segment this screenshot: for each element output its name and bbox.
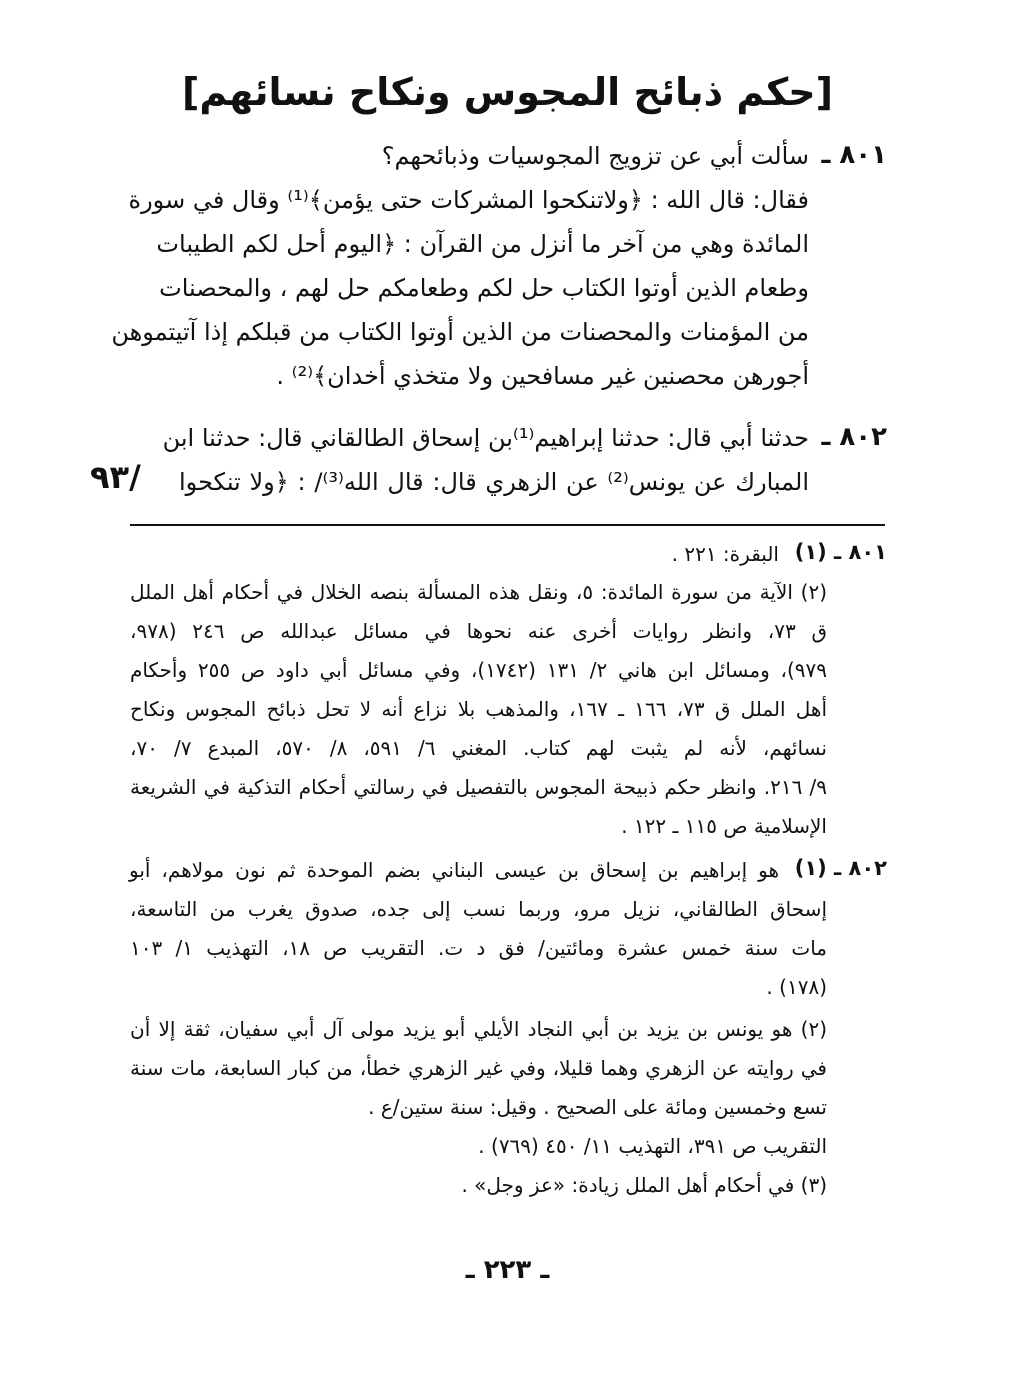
footnote-line: في روايته عن الزهري وهما قليلا، وفي غير الزهري خطأ، من كبار السابعة، مات سنة — [130, 1056, 827, 1080]
footnote-line: هو إبراهيم بن إسحاق بن عيسى البناني بضم الموحدة ثم نون مولاهم، أبو — [129, 858, 779, 882]
footnote-line: تسع وخمسين ومائة على الصحيح . وقيل: سنة ستين/ع . — [368, 1095, 827, 1119]
footnote-line: (١٧٨) . — [766, 975, 827, 999]
footnote-line: ق ٧٣، وانظر روايات أخرى عنه نحوها في مسائل عبدالله ص ٢٤٦ (٩٧٨، — [130, 619, 827, 643]
text-line: سألت أبي عن تزويج المجوسيات وذبائحهم؟ — [381, 142, 809, 170]
footnote-head-801: ٨٠١ ـ (١) — [794, 540, 887, 564]
footnote-head-802: ٨٠٢ ـ (١) — [794, 856, 887, 880]
text-line: وطعام الذين أوتوا الكتاب حل لكم وطعامكم حل لهم ، والمحصنات — [159, 274, 809, 302]
footnote-line: الإسلامية ص ١١٥ ـ ١٢٢ . — [621, 814, 827, 838]
footnote-separator — [130, 524, 885, 526]
section-number-802: ٨٠٢ ـ — [821, 422, 887, 452]
footnote-line: (٢) هو يونس بن يزيد بن أبي النجاد الأيلي أبو يزيد مولى آل أبي سفيان، ثقة إلا أن — [130, 1017, 827, 1041]
text-line: المائدة وهي من آخر ما أنزل من القرآن : ﴿اليوم أحل لكم الطيبات — [156, 230, 809, 258]
marginal-page-marker: ٩٣/ — [90, 458, 141, 496]
page-title: [حكم ذبائح المجوس ونكاح نسائهم] — [181, 70, 834, 114]
text-line: من المؤمنات والمحصنات من الذين أوتوا الكتاب من قبلكم إذا آتيتموهن — [111, 318, 809, 346]
footnote-line: أهل الملل ق ٧٣، ١٦٦ ـ ١٦٧، والمذهب بلا نزاع أنه لا تحل ذبائح المجوس ونكاح — [130, 697, 828, 721]
page-number: ـ ٢٢٣ ـ — [465, 1255, 550, 1285]
footnote-line: التقريب ص ٣٩١، التهذيب ١١/ ٤٥٠ (٧٦٩) . — [478, 1134, 827, 1158]
text-line: فقال: قال الله : ﴿ولاتنكحوا المشركات حتى يؤمن﴾⁽¹⁾ وقال في سورة — [128, 186, 809, 214]
footnote-line: ٩٧٩)، ومسائل ابن هاني ٢/ ١٣١ (١٧٤٢)، وفي مسائل أبي داود ص ٢٥٥ وأحكام — [130, 658, 827, 682]
section-number-801: ٨٠١ ـ — [821, 140, 887, 170]
footnote-line: مات سنة خمس عشرة ومائتين/ فق د ت. التقريب ص ١٨، التهذيب ١/ ١٠٣ — [130, 936, 827, 960]
footnote-line: البقرة: ٢٢١ . — [671, 542, 779, 566]
footnote-line: نسائهم، لأنه لم يثبت لهم كتاب. المغني ٦/ ٥٩١، ٨/ ٥٧٠، المبدع ٧/ ٧٠، — [130, 736, 827, 760]
footnote-line: (٣) في أحكام أهل الملل زيادة: «عز وجل» . — [461, 1173, 827, 1197]
footnote-line: (٢) الآية من سورة المائدة: ٥، ونقل هذه المسألة بنصه الخلال في أحكام أهل الملل — [130, 580, 827, 604]
footnote-line: ٩/ ٢١٦. وانظر حكم ذبيحة المجوس بالتفصيل في رسالتي أحكام التذكية في الشريعة — [130, 775, 827, 799]
text-line: أجورهن محصنين غير مسافحين ولا متخذي أخدان﴾⁽²⁾ . — [276, 362, 809, 390]
text-line: حدثنا أبي قال: حدثنا إبراهيم⁽¹⁾بن إسحاق الطالقاني قال: حدثنا ابن — [162, 424, 809, 452]
footnote-line: إسحاق الطالقاني، نزيل مرو، وربما نسب إلى جده، صدوق يغرب من التاسعة، — [130, 897, 827, 921]
text-line: المبارك عن يونس⁽²⁾ عن الزهري قال: قال الله⁽³⁾/ : ﴿ولا تنكحوا — [179, 468, 809, 496]
